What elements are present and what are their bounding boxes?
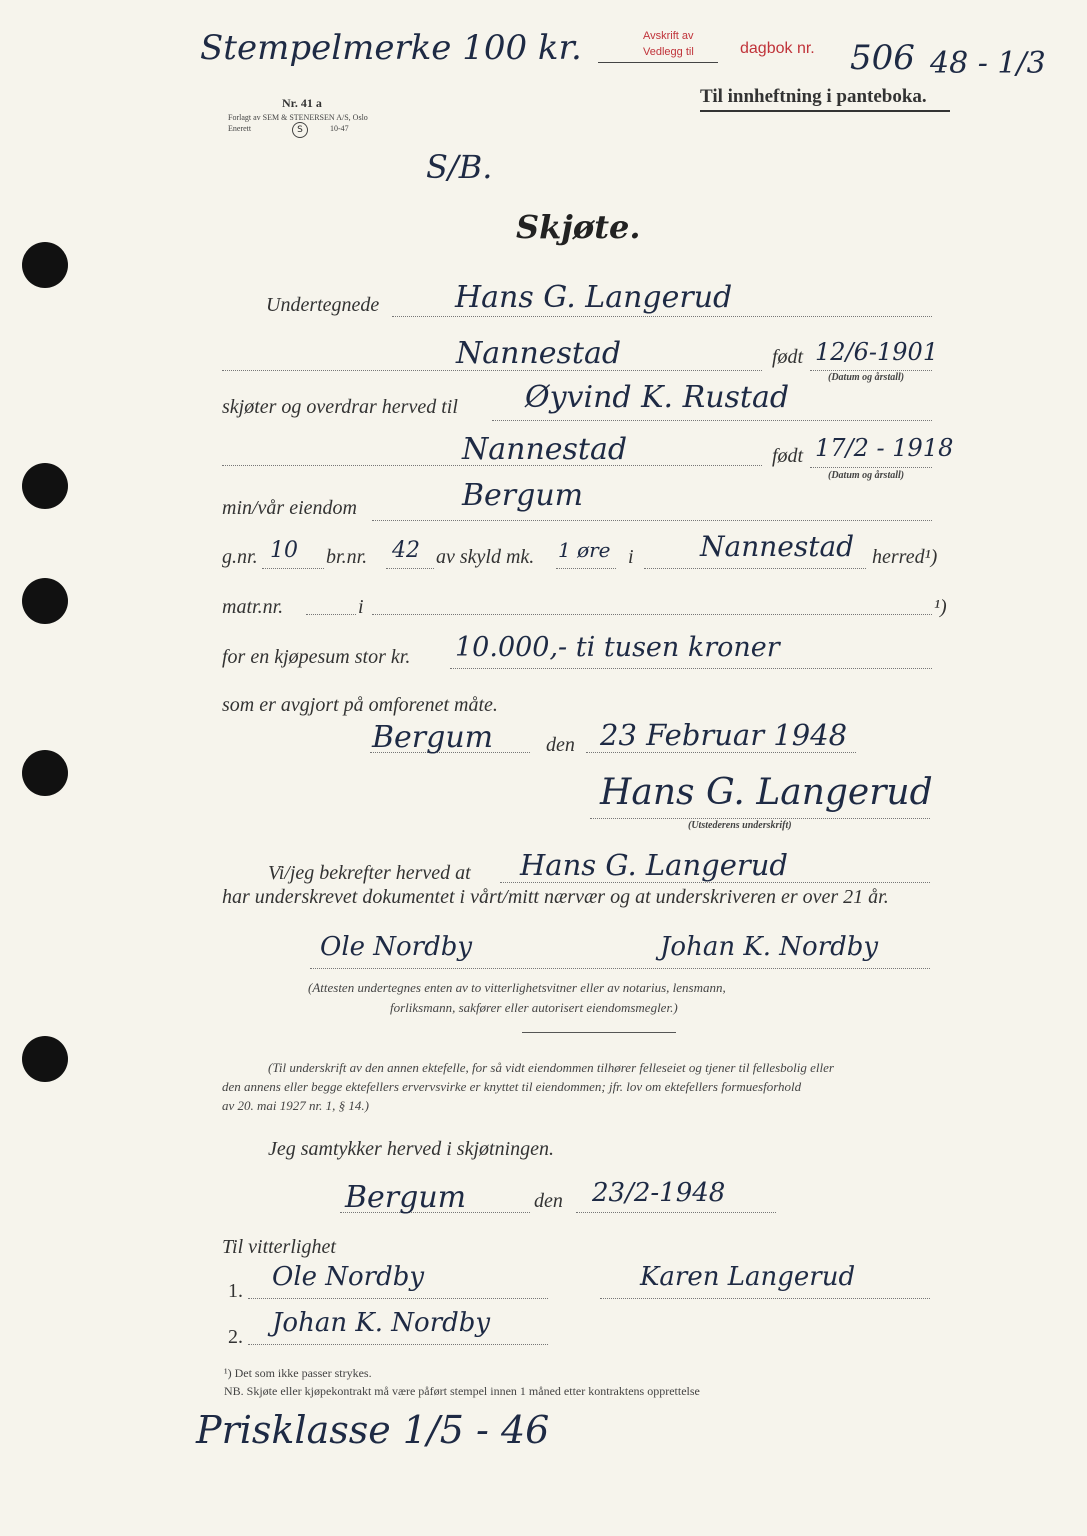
avgjort-text: som er avgjort på omforenet måte. bbox=[222, 694, 498, 716]
skjoter-label: skjøter og overdrar herved til bbox=[222, 396, 458, 418]
publisher-line1: Forlagt av SEM & STENERSEN A/S, Oslo bbox=[228, 113, 368, 122]
corner-initials: S/B. bbox=[426, 148, 493, 186]
buyer-born-datum-note: (Datum og årstall) bbox=[828, 470, 905, 481]
bottom-note: Prisklasse 1/5 - 46 bbox=[196, 1408, 550, 1452]
gnr-label: g.nr. bbox=[222, 546, 258, 568]
seller-place: Nannestad bbox=[456, 336, 622, 371]
witness1-signature: Ole Nordby bbox=[320, 932, 473, 962]
matr-line bbox=[306, 614, 356, 615]
spouse-signature-line bbox=[600, 1298, 930, 1299]
seller-signature-line bbox=[590, 818, 930, 819]
attest-note-2: forliksmann, sakfører eller autorisert eiendomsmegler.) bbox=[390, 1000, 678, 1015]
publisher-line3: 10-47 bbox=[330, 124, 349, 133]
i-label: i bbox=[628, 546, 634, 568]
bekrefter-line bbox=[500, 882, 930, 883]
kjopesum-label: for en kjøpesum stor kr. bbox=[222, 646, 411, 668]
matr-i: i bbox=[358, 596, 364, 618]
spouse-note-2: den annens eller begge ektefellers ervervsvirke er knyttet til eiendommen; jfr. lov om ektefellers formuesforhold bbox=[222, 1079, 802, 1094]
sign-place: Bergum bbox=[372, 720, 494, 755]
spouse-note-3: av 20. mai 1927 nr. 1, § 14.) bbox=[222, 1098, 369, 1113]
seller-name: Hans G. Langerud bbox=[455, 280, 733, 315]
witness-line bbox=[310, 968, 930, 969]
spouse-note-1: (Til underskrift av den annen ektefelle, for så vidt eiendommen tilhører felleseiet og tjener til fellesbolig eller bbox=[268, 1060, 834, 1075]
buyer-place: Nannestad bbox=[462, 432, 628, 467]
red-stamp-line2: Vedlegg til bbox=[643, 46, 694, 58]
attach-note: Til innheftning i panteboka. bbox=[700, 86, 927, 107]
binder-hole-1 bbox=[22, 242, 68, 288]
vitterlighet-num2: 2. bbox=[228, 1326, 243, 1348]
spouse-signature: Karen Langerud bbox=[640, 1262, 856, 1292]
vit2-line bbox=[248, 1344, 548, 1345]
consent-date: 23/2-1948 bbox=[592, 1178, 726, 1208]
gnr-value: 10 bbox=[270, 538, 298, 563]
sign-date-line bbox=[586, 752, 856, 753]
brnr-value: 42 bbox=[392, 538, 420, 563]
skyld-line bbox=[556, 568, 616, 569]
buyer-name: Øyvind K. Rustad bbox=[525, 380, 790, 415]
vit1-signature: Ole Nordby bbox=[272, 1262, 425, 1292]
eiendom-label: min/vår eiendom bbox=[222, 497, 357, 519]
bekrefter-name: Hans G. Langerud bbox=[520, 848, 788, 882]
consent-place: Bergum bbox=[345, 1180, 467, 1215]
attach-note-underline bbox=[700, 110, 950, 112]
buyer-name-line bbox=[492, 420, 932, 421]
form-number: Nr. 41 a bbox=[282, 96, 322, 110]
eiendom-line bbox=[372, 520, 932, 521]
skyld-value: 1 øre bbox=[558, 538, 611, 562]
matr-end: ¹) bbox=[934, 596, 947, 618]
utsteder-note: (Utstederens underskrift) bbox=[688, 820, 792, 831]
publisher-seal-icon: S bbox=[292, 122, 308, 138]
footnote-1: ¹) Det som ikke passer strykes. bbox=[224, 1366, 372, 1380]
kjopesum-value: 10.000,- ti tusen kroner bbox=[455, 632, 780, 663]
bekrefter-label: Vi/jeg bekrefter herved at bbox=[268, 862, 471, 884]
matr-label: matr.nr. bbox=[222, 596, 284, 618]
stamp-note-dash bbox=[598, 62, 718, 63]
property-name: Bergum bbox=[462, 478, 584, 513]
seller-signature: Hans G. Langerud bbox=[600, 772, 933, 813]
witness2-signature: Johan K. Nordby bbox=[660, 932, 879, 962]
document-title: Skjøte. bbox=[516, 208, 641, 246]
herred-label: herred¹) bbox=[872, 546, 938, 568]
stamp-note: Stempelmerke 100 kr. bbox=[200, 28, 582, 68]
buyer-born-label: født bbox=[772, 445, 804, 467]
vit1-line bbox=[248, 1298, 548, 1299]
footnote-2: NB. Skjøte eller kjøpekontrakt må være påført stempel innen 1 måned etter kontraktens opprettelse bbox=[224, 1384, 700, 1398]
kjopesum-line bbox=[450, 668, 932, 669]
matr-i-line bbox=[372, 614, 932, 615]
gnr-line bbox=[262, 568, 324, 569]
undertegnede-label: Undertegnede bbox=[266, 294, 380, 316]
seller-born-line bbox=[810, 370, 932, 371]
skyld-label: av skyld mk. bbox=[436, 546, 535, 568]
samtykker-text: Jeg samtykker herved i skjøtningen. bbox=[268, 1138, 555, 1160]
vitterlighet-label: Til vitterlighet bbox=[222, 1236, 336, 1258]
herred-line bbox=[644, 568, 866, 569]
publisher-line2: Enerett bbox=[228, 124, 252, 133]
attest-note-1: (Attesten undertegnes enten av to vitterlighetsvitner eller av notarius, lensmann, bbox=[308, 980, 726, 995]
consent-den-label: den bbox=[534, 1190, 563, 1212]
dagbok-number: 506 bbox=[850, 38, 915, 78]
seller-born-label: født bbox=[772, 346, 804, 368]
binder-hole-3 bbox=[22, 578, 68, 624]
den-label: den bbox=[546, 734, 575, 756]
seller-born: 12/6-1901 bbox=[815, 338, 939, 366]
undertegnede-line bbox=[392, 316, 932, 317]
brnr-line bbox=[386, 568, 434, 569]
herred-value: Nannestad bbox=[700, 530, 855, 563]
seller-born-datum-note: (Datum og årstall) bbox=[828, 372, 905, 383]
vit2-signature: Johan K. Nordby bbox=[272, 1308, 491, 1338]
binder-hole-4 bbox=[22, 750, 68, 796]
binder-hole-5 bbox=[22, 1036, 68, 1082]
attest-divider bbox=[522, 1032, 676, 1033]
binder-hole-2 bbox=[22, 463, 68, 509]
sign-date: 23 Februar 1948 bbox=[600, 718, 848, 752]
buyer-born: 17/2 - 1918 bbox=[815, 434, 954, 462]
brnr-label: br.nr. bbox=[326, 546, 368, 568]
red-stamp-line1: Avskrift av bbox=[643, 30, 694, 42]
vitterlighet-num1: 1. bbox=[228, 1280, 243, 1302]
consent-date-line bbox=[576, 1212, 776, 1213]
year-date: 48 - 1/3 bbox=[930, 46, 1046, 81]
underskrevet-text: har underskrevet dokumentet i vårt/mitt nærvær og at underskriveren er over 21 år. bbox=[222, 886, 889, 908]
red-stamp-dagbok: dagbok nr. bbox=[740, 40, 815, 57]
buyer-born-line bbox=[810, 467, 932, 468]
